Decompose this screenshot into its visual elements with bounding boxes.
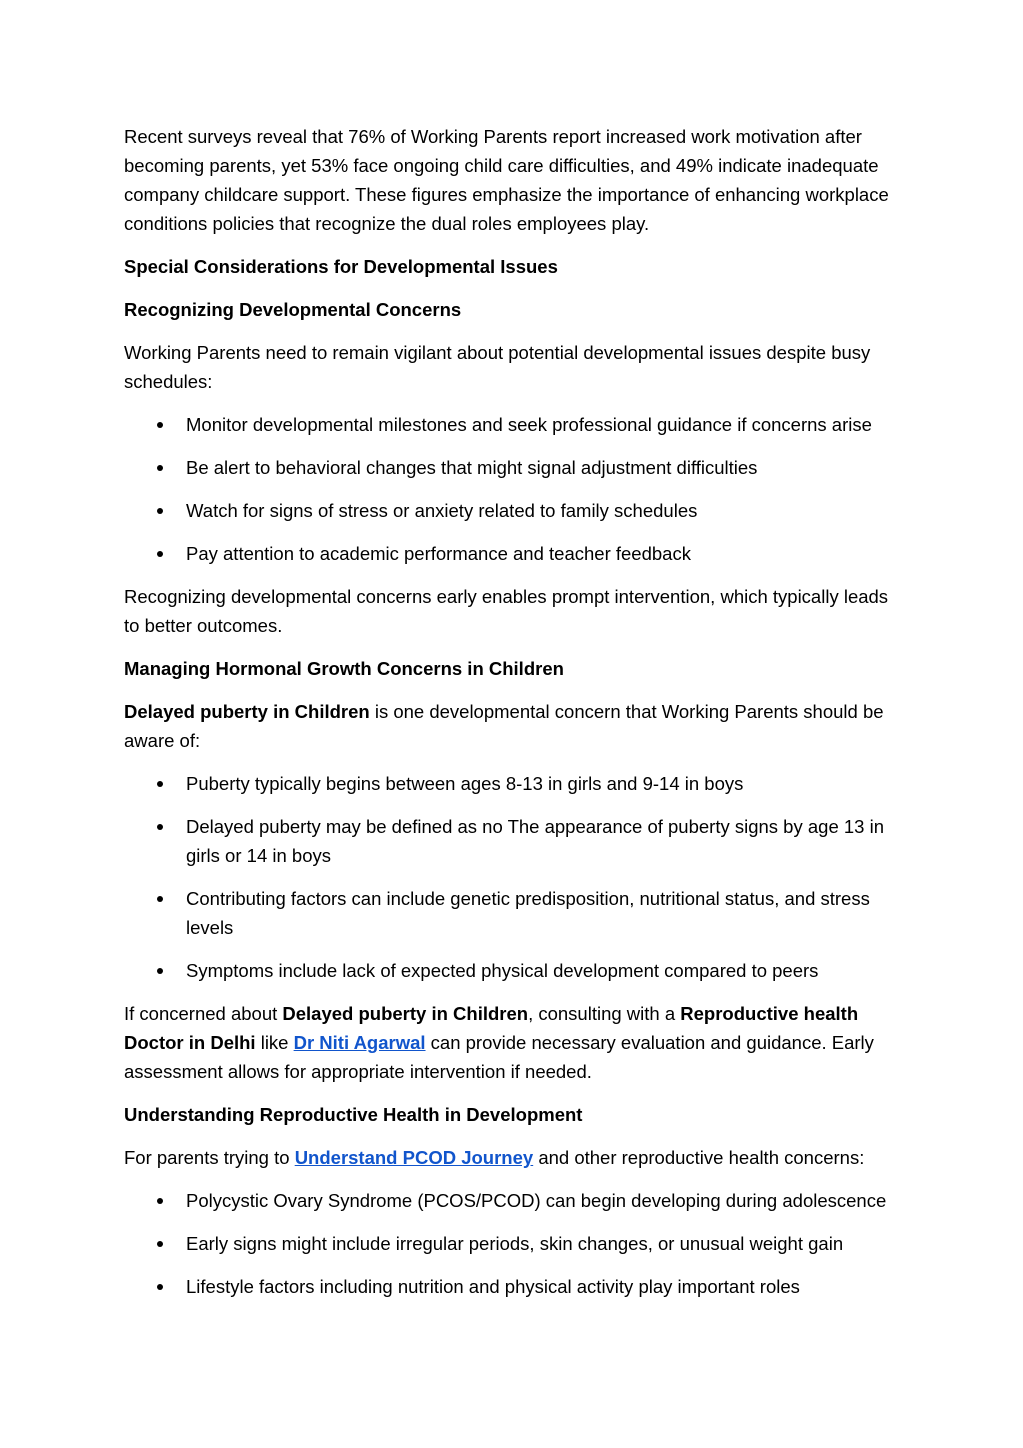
pcod-lead-paragraph [124,1143,899,1172]
section-heading-developmental-issues: Special Considerations for Developmental Issues [124,256,558,277]
document-page [124,122,899,1315]
bold-term-delayed-puberty: Delayed puberty in Children [124,701,370,722]
understand-pcod-journey-link[interactable]: Understand PCOD Journey [294,1147,534,1168]
list-item: Puberty typically begins between ages 8-13 in girls and 9-14 in boys [186,769,899,798]
developmental-lead-paragraph: Working Parents need to remain vigilant about potential developmental issues despite busy schedules: [124,342,871,392]
text-run: like [255,1032,294,1053]
bold-term-reproductive-doctor: Reproductive health Doctor in Delhi [124,1003,859,1053]
delayed-puberty-list [124,769,899,985]
developmental-closing-paragraph: Recognizing developmental concerns early enables prompt intervention, which typically leads to better outcomes. [124,586,889,636]
text-run: If concerned about [124,1003,283,1024]
text-run: and other reproductive health concerns: [533,1147,865,1168]
section-heading-reproductive-health: Understanding Reproductive Health in Development [124,1104,583,1125]
section-heading-hormonal-growth: Managing Hormonal Growth Concerns in Children [124,658,564,679]
list-item: Delayed puberty may be defined as no The appearance of puberty signs by age 13 in girls or 14 in boys [186,812,899,870]
developmental-concerns-list [124,410,899,568]
dr-niti-agarwal-link[interactable]: Dr Niti Agarwal [293,1032,426,1053]
text-run: can provide necessary evaluation and guidance. Early assessment allows for appropriate intervention if needed. [124,1032,874,1082]
lead-text: is one developmental concern that Working Parents should be aware of: [124,701,884,751]
intro-paragraph: Recent surveys reveal that 76% of Working Parents report increased work motivation after becoming parents, yet 53% face ongoing child care difficulties, and 49% indicate inadequate company childcare support. These figures emphasize the importance of enhancing workplace conditions policies that recognize the dual roles employees play. [124,126,889,234]
list-item: Watch for signs of stress or anxiety related to family schedules [186,496,899,525]
list-item: Lifestyle factors including nutrition and physical activity play important roles [186,1272,899,1301]
list-item: Symptoms include lack of expected physical development compared to peers [186,956,899,985]
delayed-puberty-lead-paragraph [124,697,899,755]
reproductive-health-list [124,1186,899,1301]
text-run: For parents trying to [124,1147,295,1168]
bold-term-delayed-puberty: Delayed puberty in Children [282,1003,529,1024]
subheading-recognizing-concerns: Recognizing Developmental Concerns [124,299,462,320]
list-item: Early signs might include irregular periods, skin changes, or unusual weight gain [186,1229,899,1258]
list-item: Monitor developmental milestones and seek professional guidance if concerns arise [186,410,899,439]
list-item: Be alert to behavioral changes that might signal adjustment difficulties [186,453,899,482]
consultation-paragraph [124,999,899,1086]
list-item: Contributing factors can include genetic predisposition, nutritional status, and stress levels [186,884,899,942]
list-item: Pay attention to academic performance and teacher feedback [186,539,899,568]
text-run: , consulting with a [528,1003,681,1024]
list-item: Polycystic Ovary Syndrome (PCOS/PCOD) can begin developing during adolescence [186,1186,899,1215]
